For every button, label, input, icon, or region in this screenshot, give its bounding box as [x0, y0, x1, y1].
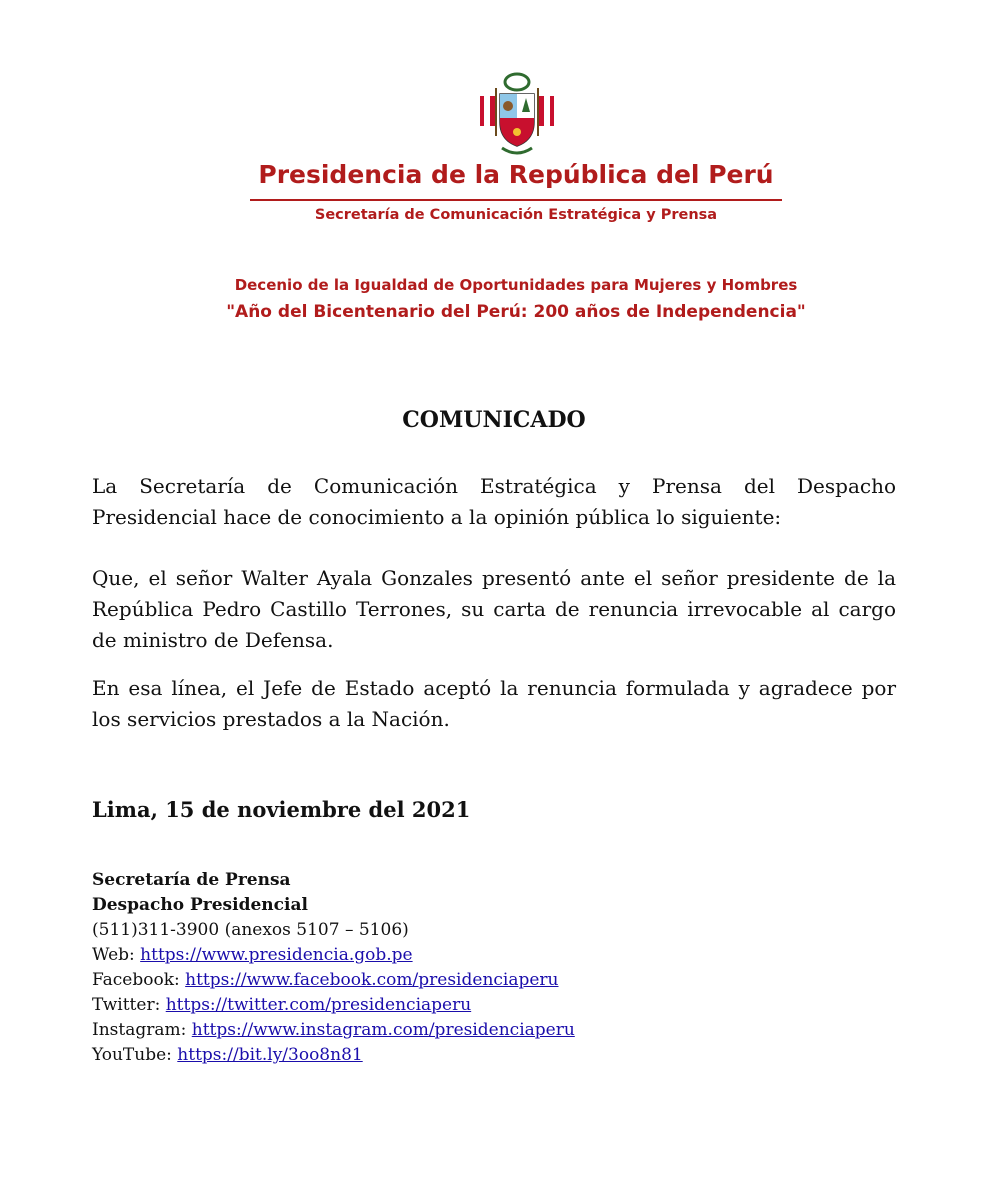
- paragraph-acceptance: En esa línea, el Jefe de Estado aceptó la renuncia formulada y agradece por los servicios prestados a la Nación.: [92, 676, 896, 731]
- header-divider: [250, 199, 782, 201]
- year-motto: "Año del Bicentenario del Perú: 200 años de Independencia": [226, 302, 806, 322]
- instagram-link[interactable]: https://www.instagram.com/presidenciaperu: [191, 1020, 575, 1040]
- twitter-link[interactable]: https://twitter.com/presidenciaperu: [165, 995, 472, 1015]
- instagram-row: [92, 1018, 792, 1043]
- phone-number: (511)311-3900 (anexos 5107 – 5106): [92, 920, 409, 940]
- dateline: Lima, 15 de noviembre del 2021: [92, 797, 471, 822]
- youtube-row: [92, 1043, 792, 1068]
- twitter-label: Twitter:: [92, 995, 161, 1015]
- institution-title: Presidencia de la República del Perú: [258, 160, 774, 189]
- facebook-row: [92, 968, 792, 993]
- org-line-2: Despacho Presidencial: [92, 895, 308, 915]
- youtube-label: YouTube:: [92, 1045, 172, 1065]
- youtube-link[interactable]: https://bit.ly/3oo8n81: [177, 1045, 363, 1065]
- institution-subtitle: Secretaría de Comunicación Estratégica y Prensa: [314, 207, 718, 223]
- twitter-row: [92, 993, 792, 1018]
- contact-block: [92, 868, 792, 1068]
- facebook-label: Facebook:: [92, 970, 180, 990]
- paragraph-resignation: Que, el señor Walter Ayala Gonzales presentó ante el señor presidente de la República Pedro Castillo Terrones, su carta de renuncia irrevocable al cargo de ministro de Defensa.: [92, 566, 896, 652]
- decade-motto: Decenio de la Igualdad de Oportunidades para Mujeres y Hombres: [234, 276, 798, 294]
- document-heading: COMUNICADO: [402, 407, 586, 433]
- web-row: [92, 943, 792, 968]
- paragraph-intro: La Secretaría de Comunicación Estratégica y Prensa del Despacho Presidencial hace de conocimiento a la opinión pública lo siguiente:: [92, 474, 896, 529]
- org-line-1: Secretaría de Prensa: [92, 870, 291, 890]
- web-link[interactable]: https://www.presidencia.gob.pe: [140, 945, 413, 965]
- facebook-link[interactable]: https://www.facebook.com/presidenciaperu: [185, 970, 559, 990]
- web-label: Web:: [92, 945, 135, 965]
- letterhead: [196, 64, 836, 358]
- peru-coat-of-arms-icon: [474, 66, 560, 158]
- instagram-label: Instagram:: [92, 1020, 187, 1040]
